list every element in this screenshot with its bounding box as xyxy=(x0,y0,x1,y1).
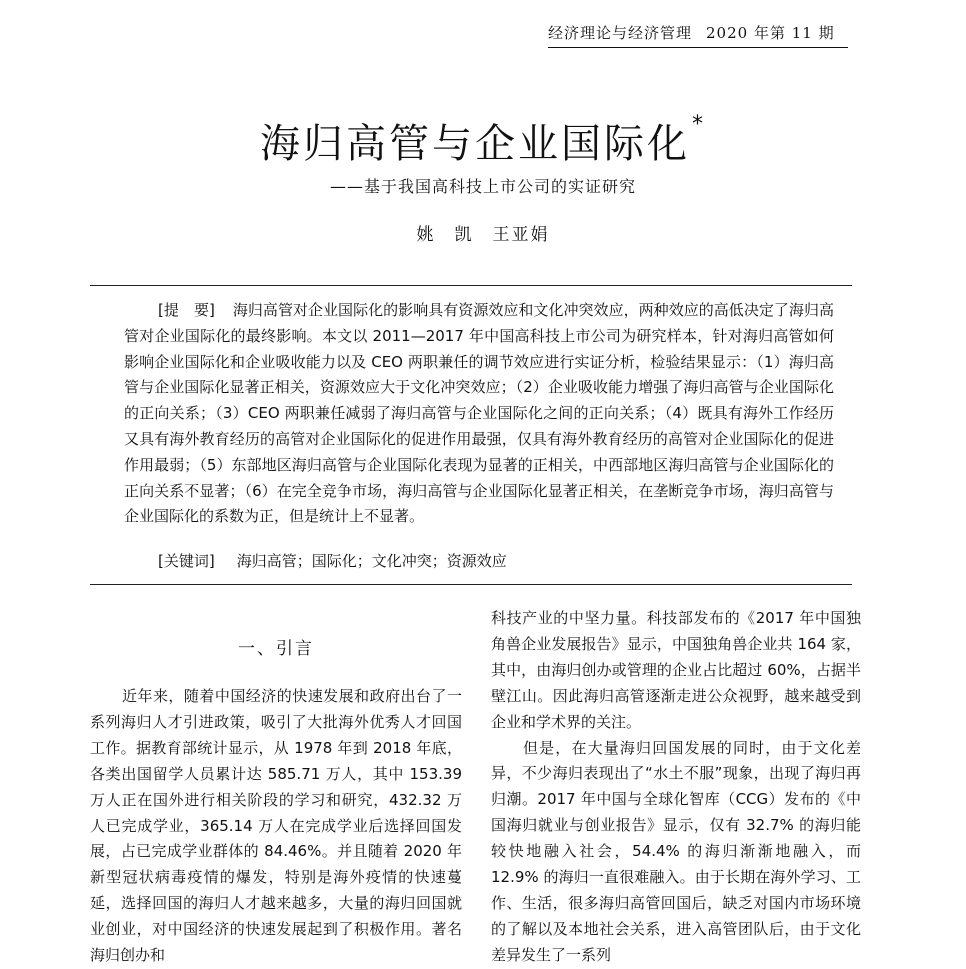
intro-paragraph-1-continued: 科技产业的中坚力量。科技部发布的《2017 年中国独角兽企业发展报告》显示，中国独角兽企业共 164 家，其中，由海归创办或管理的企业占比超过 60%，占据半壁江山。因此海归高管逐渐走进公众视野，越来越受到企业和学术界的关注。 xyxy=(491,609,861,731)
issue-number: 2020 年第 11 期 xyxy=(706,24,835,42)
title-text: 海归高管与企业国际化 xyxy=(260,121,690,167)
left-column xyxy=(90,684,462,969)
abstract-block xyxy=(124,298,834,530)
abstract-label: [提 要] xyxy=(158,301,215,319)
abstract-text: 海归高管对企业国际化的影响具有资源效应和文化冲突效应，两种效应的高低决定了海归高管对企业国际化的最终影响。本文以 2011—2017 年中国高科技上市公司为研究样本，针对海归高管如何影响企业国际化和企业吸收能力以及 CEO 两职兼任的调节效应进行实证分析，检验结果显示：（1）海归高管与企业国际化显著正相关，资源效应大于文化冲突效应；（2）企业吸收能力增强了海归高管与企业国际化的正向关系；（3）CEO 两职兼任减弱了海归高管与企业国际化之间的正向关系；（4）既具有海外工作经历又具有海外教育经历的高管对企业国际化的促进作用最强，仅具有海外教育经历的高管对企业国际化的促进作用最弱；（5）东部地区海归高管与企业国际化表现为显著的正相关，中西部地区海归高管与企业国际化的正向关系不显著；（6）在完全竞争市场，海归高管与企业国际化显著正相关，在垄断竞争市场，海归高管与企业国际化的系数为正，但是统计上不显著。 xyxy=(124,301,834,526)
keywords-text: 海归高管；国际化；文化冲突；资源效应 xyxy=(236,552,507,570)
keywords-label: [关键词] xyxy=(158,552,215,570)
abstract-top-rule xyxy=(90,285,852,286)
running-header xyxy=(548,22,848,48)
abstract-bottom-rule xyxy=(90,584,852,585)
intro-paragraph-1: 近年来，随着中国经济的快速发展和政府出台了一系列海归人才引进政策，吸引了大批海外优秀人才回国工作。据教育部统计显示，从 1978 年到 2018 年底，各类出国留学人员累计达 585.71 万人，其中 153.39 万人正在国外进行相关阶段的学习和研究，432.32 万人已完成学业，365.14 万人在完成学业后选择回国发展，占已完成学业群体的 84.46%。并且随着 2020 年新型冠状病毒疫情的爆发，特别是海外疫情的快速蔓延，选择回国的海归人才越来越多，大量的海归回国就业创业，对中国经济的快速发展起到了积极作用。著名海归创办和 xyxy=(90,687,462,965)
section-heading-introduction: 一、引言 xyxy=(238,639,314,659)
right-column xyxy=(491,606,861,969)
journal-name: 经济理论与经济管理 xyxy=(548,24,693,42)
title-footnote-mark: * xyxy=(692,112,706,137)
article-subtitle: ——基于我国高科技上市公司的实证研究 xyxy=(329,177,636,196)
keywords-line xyxy=(158,550,507,571)
article-title xyxy=(0,112,966,169)
authors: 姚 凯 王亚娟 xyxy=(416,225,550,245)
intro-paragraph-2: 但是，在大量海归回国发展的同时，由于文化差异，不少海归表现出了“水土不服”现象，出现了海归再归潮。2017 年中国与全球化智库（CCG）发布的《中国海归就业与创业报告》显示，仅有 32.7% 的海归能较快地融入社会，54.4% 的海归渐渐地融入，而 12.9% 的海归一直很难融入。由于长期在海外学习、工作、生活，很多海归高管回国后，缺乏对国内市场环境的了解以及本地社会关系，进入高管团队后，由于文化差异发生了一系列 xyxy=(491,738,861,964)
